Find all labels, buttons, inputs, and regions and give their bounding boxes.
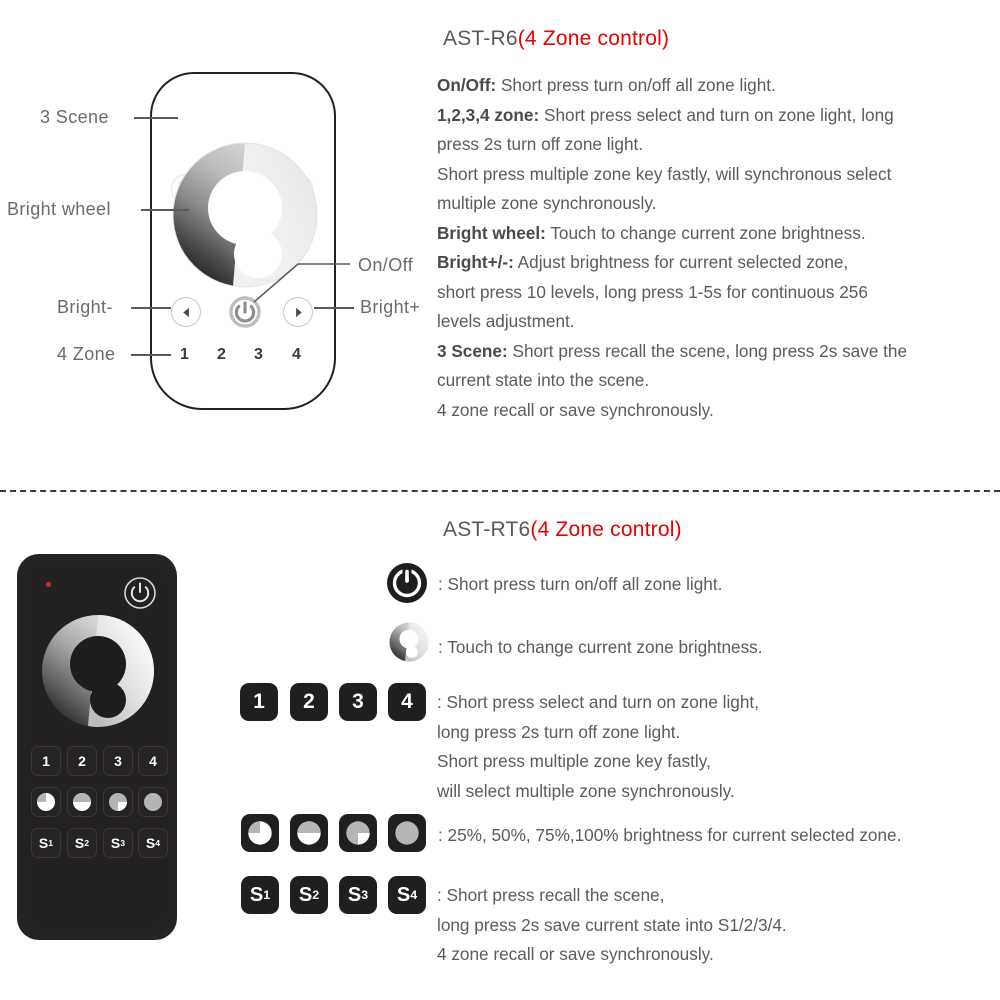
desc-line — [437, 278, 907, 308]
legend-scene-key-s2[interactable] — [290, 876, 328, 914]
legend-brightness-key-100[interactable] — [388, 814, 426, 852]
leader-line-bright-wheel — [141, 209, 189, 211]
callout-4-zone: 4 Zone — [57, 344, 116, 364]
chip-label: 4 — [401, 690, 413, 713]
brightness-key-50[interactable] — [67, 787, 97, 817]
legend-line: will select multiple zone synchronously. — [437, 780, 735, 801]
legend-zone-key-3[interactable] — [339, 683, 377, 721]
scene-key-letter: S — [38, 835, 49, 851]
arrow-left-icon — [181, 307, 192, 318]
legend-zone-text — [437, 688, 759, 806]
brightness-25-icon — [36, 792, 56, 812]
power-button[interactable] — [123, 576, 157, 615]
scene-key-s1[interactable] — [31, 828, 61, 858]
section-title-ast-rt6 — [443, 518, 682, 542]
description-ast-r6 — [437, 71, 907, 425]
legend-line: : Short press recall the scene, — [437, 885, 665, 905]
arrow-right-icon — [293, 307, 304, 318]
legend-line: long press 2s save current state into S1/2/3/4. — [437, 914, 787, 935]
brightness-75-icon — [108, 792, 128, 812]
desc-line — [437, 366, 907, 396]
chip-letter: S — [347, 883, 362, 906]
desc-bold: Bright wheel: — [437, 222, 546, 243]
legend-bright-wheel-icon-wrap — [389, 622, 429, 667]
bright-wheel[interactable] — [41, 614, 155, 733]
legend-brightness-key-25[interactable] — [241, 814, 279, 852]
brightness-100-icon — [143, 792, 163, 812]
remote-ast-r6 — [150, 72, 336, 410]
desc-text: Short press turn on/off all zone light. — [496, 75, 776, 95]
title-zone-control: (4 Zone control) — [517, 27, 670, 50]
remote-ast-rt6 — [17, 554, 177, 940]
legend-line: : Short press select and turn on zone light, — [437, 692, 759, 712]
callout-on-off: On/Off — [358, 255, 414, 275]
brightness-50-icon — [72, 792, 92, 812]
desc-line — [437, 396, 907, 426]
callout-bright-wheel: Bright wheel — [7, 199, 111, 219]
zone-label-3[interactable]: 3 — [254, 346, 263, 363]
scene-key-number: 2 — [84, 838, 90, 848]
desc-line — [437, 160, 907, 190]
legend-zone-key-1[interactable] — [240, 683, 278, 721]
scene-key-number: 4 — [155, 838, 161, 848]
callout-bright-plus: Bright+ — [360, 297, 421, 317]
desc-line — [437, 337, 907, 367]
zone-label-1[interactable]: 1 — [180, 346, 189, 363]
title-model: AST-R6 — [443, 27, 518, 50]
section-divider — [0, 490, 1000, 492]
desc-text: Short press recall the scene, long press 2s save the — [507, 340, 908, 361]
legend-scene-text — [437, 881, 787, 970]
desc-text: Adjust brightness for current selected zone, — [513, 252, 849, 272]
scene-key-s2[interactable] — [67, 828, 97, 858]
zone-key-label: 3 — [114, 753, 122, 769]
legend-scene-key-s4[interactable] — [388, 876, 426, 914]
chip-letter: S — [298, 883, 313, 906]
scene-key-s3[interactable] — [103, 828, 133, 858]
scene-key-letter: S — [110, 835, 121, 851]
desc-line — [437, 189, 907, 219]
zone-label-2[interactable]: 2 — [217, 346, 226, 363]
bright-minus-button[interactable] — [171, 297, 201, 327]
legend-line: 4 zone recall or save synchronously. — [437, 944, 714, 964]
desc-text: current state into the scene. — [437, 370, 650, 390]
legend-zone-key-2[interactable] — [290, 683, 328, 721]
legend-brightness-key-50[interactable] — [290, 814, 328, 852]
legend-scene-key-s1[interactable] — [241, 876, 279, 914]
leader-line-4-zone — [131, 354, 171, 356]
leader-line-bright-plus — [314, 307, 354, 309]
callout-3-scene: 3 Scene — [40, 107, 109, 127]
callout-bright-minus: Bright- — [57, 297, 113, 317]
scene-key-s4[interactable] — [138, 828, 168, 858]
desc-text: press 2s turn off zone light. — [437, 134, 644, 154]
desc-line — [437, 219, 907, 249]
brightness-25-icon — [247, 820, 273, 846]
power-icon — [123, 576, 157, 610]
chip-label: 2 — [303, 690, 315, 713]
brightness-key-100[interactable] — [138, 787, 168, 817]
chip-number: 1 — [263, 888, 271, 902]
brightness-100-icon — [394, 820, 420, 846]
desc-text: Touch to change current zone brightness. — [545, 222, 866, 243]
chip-label: 3 — [352, 690, 364, 713]
chip-label: 1 — [253, 690, 265, 713]
power-icon — [387, 563, 427, 603]
zone-key-4[interactable] — [138, 746, 168, 776]
desc-text: short press 10 levels, long press 1-5s for continuous 256 — [437, 281, 868, 302]
desc-line — [437, 248, 907, 278]
section-title-ast-r6 — [443, 27, 669, 51]
desc-line — [437, 130, 907, 160]
scene-key-letter: S — [74, 835, 85, 851]
chip-letter: S — [249, 883, 264, 906]
brightness-key-25[interactable] — [31, 787, 61, 817]
bright-wheel-graphic — [41, 614, 155, 728]
desc-text: multiple zone synchronously. — [437, 193, 657, 213]
desc-line — [437, 101, 907, 131]
bright-wheel-icon — [389, 622, 429, 662]
legend-power-icon-wrap — [387, 563, 427, 608]
desc-text: Short press select and turn on zone light, long — [539, 104, 894, 125]
brightness-50-icon — [296, 820, 322, 846]
legend-power-text: : Short press turn on/off all zone light. — [438, 574, 723, 594]
desc-bold: On/Off: — [437, 75, 497, 95]
chip-number: 2 — [312, 888, 320, 902]
desc-text: 4 zone recall or save synchronously. — [437, 399, 714, 420]
desc-text: Short press multiple zone key fastly, will synchronous select — [437, 163, 892, 184]
scene-key-letter: S — [145, 835, 156, 851]
zone-key-label: 2 — [78, 753, 86, 769]
scene-key-number: 1 — [48, 838, 54, 848]
desc-bold: Bright+/-: — [437, 252, 514, 272]
zone-key-label: 1 — [42, 753, 50, 769]
title-model: AST-RT6 — [443, 518, 531, 541]
desc-text: levels adjustment. — [437, 311, 575, 331]
legend-brightness-text: : 25%, 50%, 75%,100% brightness for current selected zone. — [438, 825, 902, 845]
desc-bold: 1,2,3,4 zone: — [437, 104, 540, 125]
leader-line-bright-minus — [131, 307, 171, 309]
zone-key-1[interactable] — [31, 746, 61, 776]
desc-bold: 3 Scene: — [437, 340, 508, 361]
leader-line-on-off — [252, 256, 352, 306]
desc-line — [437, 71, 907, 101]
zone-key-label: 4 — [149, 753, 157, 769]
scene-key-number: 3 — [120, 838, 126, 848]
zone-key-3[interactable] — [103, 746, 133, 776]
legend-zone-key-4[interactable] — [388, 683, 426, 721]
brightness-key-75[interactable] — [103, 787, 133, 817]
legend-brightness-key-75[interactable] — [339, 814, 377, 852]
chip-number: 3 — [361, 888, 369, 902]
leader-line-scene — [134, 117, 178, 119]
legend-bright-wheel-text: : Touch to change current zone brightness. — [438, 637, 763, 657]
desc-line — [437, 307, 907, 337]
legend-scene-key-s3[interactable] — [339, 876, 377, 914]
chip-letter: S — [396, 883, 411, 906]
brightness-75-icon — [345, 820, 371, 846]
chip-number: 4 — [410, 888, 418, 902]
title-zone-control: (4 Zone control) — [530, 518, 682, 541]
led-indicator — [46, 582, 51, 587]
legend-line: long press 2s turn off zone light. — [437, 721, 681, 742]
zone-key-2[interactable] — [67, 746, 97, 776]
zone-label-4[interactable]: 4 — [292, 346, 301, 363]
legend-line: Short press multiple zone key fastly, — [437, 751, 711, 771]
